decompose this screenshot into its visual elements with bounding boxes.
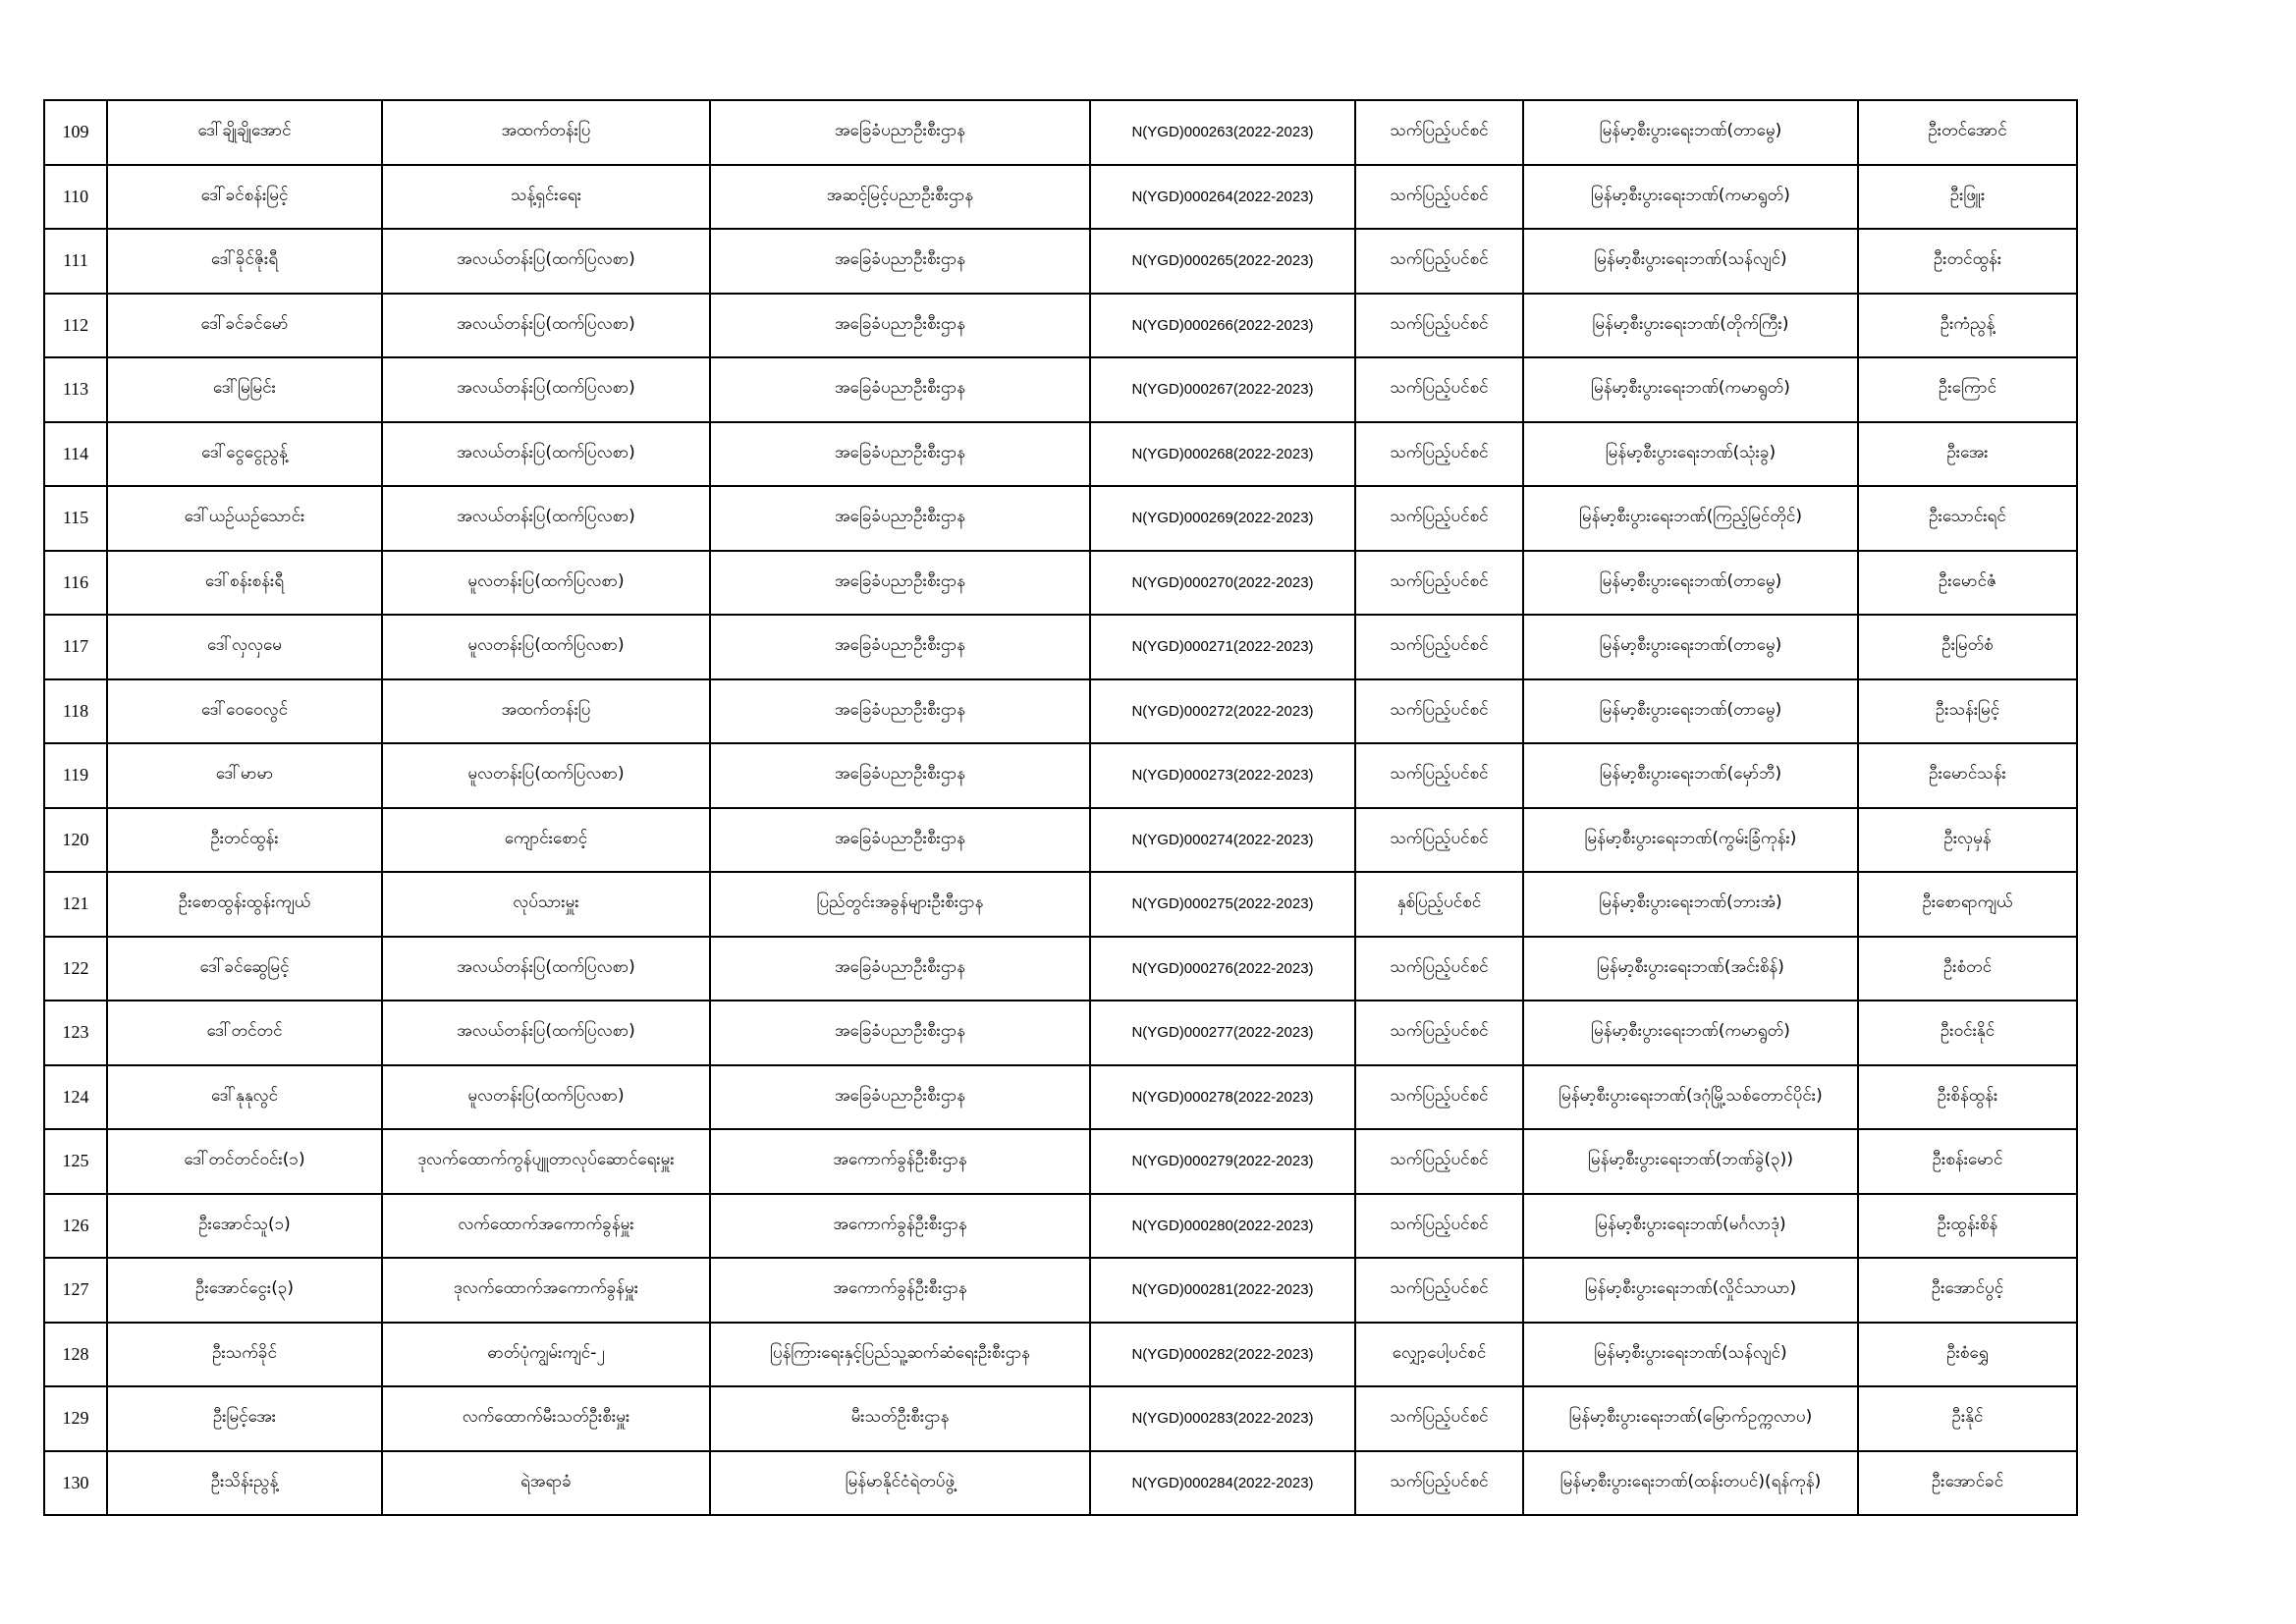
table-row (44, 1001, 2077, 1065)
bank-branch-cell: မြန်မာ့စီးပွားရေးဘဏ်(မင်္ဂလာဒုံ) (1523, 1194, 1858, 1259)
father-name-cell: ဦးစံတင် (1858, 937, 2077, 1001)
position-cell: ကျောင်းစောင့် (382, 808, 710, 873)
name-cell: ဒေါ်ခင်ခင်မော် (107, 294, 382, 358)
department-cell: အခြေခံပညာဦးစီးဌာန (710, 229, 1090, 294)
position-cell: အလယ်တန်းပြ(ထက်ပြလစာ) (382, 937, 710, 1001)
pension-type-cell: သက်ပြည့်ပင်စင် (1355, 937, 1523, 1001)
position-cell: အလယ်တန်းပြ(ထက်ပြလစာ) (382, 357, 710, 422)
pension-code-cell: N(YGD)000266(2022-2023) (1090, 294, 1355, 358)
pension-code-cell: N(YGD)000272(2022-2023) (1090, 679, 1355, 744)
serial-number-cell: 112 (44, 294, 107, 358)
father-name-cell: ဦးစံရွှေ (1858, 1323, 2077, 1387)
pension-type-cell: သက်ပြည့်ပင်စင် (1355, 229, 1523, 294)
father-name-cell: ဦးသောင်းရင် (1858, 486, 2077, 551)
serial-number-cell: 117 (44, 615, 107, 679)
pension-type-cell: သက်ပြည့်ပင်စင် (1355, 679, 1523, 744)
department-cell: အခြေခံပညာဦးစီးဌာန (710, 486, 1090, 551)
position-cell: အထက်တန်းပြ (382, 679, 710, 744)
position-cell: မူလတန်းပြ(ထက်ပြလစာ) (382, 743, 710, 808)
table-row (44, 100, 2077, 165)
records-body (44, 100, 2077, 1515)
position-cell: အလယ်တန်းပြ(ထက်ပြလစာ) (382, 294, 710, 358)
pension-code-cell: N(YGD)000264(2022-2023) (1090, 165, 1355, 230)
department-cell: အခြေခံပညာဦးစီးဌာန (710, 937, 1090, 1001)
pension-code-cell: N(YGD)000278(2022-2023) (1090, 1065, 1355, 1130)
pension-type-cell: သက်ပြည့်ပင်စင် (1355, 165, 1523, 230)
department-cell: မီးသတ်ဦးစီးဌာန (710, 1386, 1090, 1451)
serial-number-cell: 128 (44, 1323, 107, 1387)
bank-branch-cell: မြန်မာ့စီးပွားရေးဘဏ်(တာမွေ) (1523, 615, 1858, 679)
name-cell: ဒေါ်လှလှမေ (107, 615, 382, 679)
father-name-cell: ဦးသန်းမြင့် (1858, 679, 2077, 744)
pension-type-cell: လျှော့ပေါ့ပင်စင် (1355, 1323, 1523, 1387)
serial-number-cell: 121 (44, 872, 107, 937)
pension-code-cell: N(YGD)000268(2022-2023) (1090, 422, 1355, 487)
pension-code-cell: N(YGD)000273(2022-2023) (1090, 743, 1355, 808)
department-cell: အခြေခံပညာဦးစီးဌာန (710, 422, 1090, 487)
name-cell: ဒေါ်နုနုလွင် (107, 1065, 382, 1130)
pension-type-cell: သက်ပြည့်ပင်စင် (1355, 1194, 1523, 1259)
bank-branch-cell: မြန်မာ့စီးပွားရေးဘဏ်(တာမွေ) (1523, 679, 1858, 744)
name-cell: ဒေါ်ယဉ်ယဉ်သောင်း (107, 486, 382, 551)
pension-code-cell: N(YGD)000277(2022-2023) (1090, 1001, 1355, 1065)
father-name-cell: ဦးအေး (1858, 422, 2077, 487)
serial-number-cell: 115 (44, 486, 107, 551)
pension-code-cell: N(YGD)000284(2022-2023) (1090, 1451, 1355, 1516)
name-cell: ဦးစောထွန်းထွန်းကျယ် (107, 872, 382, 937)
name-cell: ဒေါ်ဝေဝေလွင် (107, 679, 382, 744)
bank-branch-cell: မြန်မာ့စီးပွားရေးဘဏ်(ကမာရွတ်) (1523, 1001, 1858, 1065)
pension-code-cell: N(YGD)000279(2022-2023) (1090, 1129, 1355, 1194)
name-cell: ဦးအောင်သူ(၁) (107, 1194, 382, 1259)
father-name-cell: ဦးအောင်ခင် (1858, 1451, 2077, 1516)
position-cell: ဒုလက်ထောက်အကောက်ခွန်မှူး (382, 1258, 710, 1323)
serial-number-cell: 130 (44, 1451, 107, 1516)
position-cell: မူလတန်းပြ(ထက်ပြလစာ) (382, 1065, 710, 1130)
father-name-cell: ဦးကံညွန့် (1858, 294, 2077, 358)
pension-type-cell: သက်ပြည့်ပင်စင် (1355, 1001, 1523, 1065)
serial-number-cell: 122 (44, 937, 107, 1001)
father-name-cell: ဦးစိန်ထွန်း (1858, 1065, 2077, 1130)
bank-branch-cell: မြန်မာ့စီးပွားရေးဘဏ်(ကွမ်းခြံကုန်း) (1523, 808, 1858, 873)
table-row (44, 808, 2077, 873)
table-row (44, 872, 2077, 937)
department-cell: အကောက်ခွန်ဦးစီးဌာန (710, 1194, 1090, 1259)
table-row (44, 486, 2077, 551)
records-table (43, 99, 2078, 1516)
serial-number-cell: 110 (44, 165, 107, 230)
serial-number-cell: 123 (44, 1001, 107, 1065)
position-cell: ရဲအရာခံ (382, 1451, 710, 1516)
serial-number-cell: 113 (44, 357, 107, 422)
father-name-cell: ဦးဝင်းနိုင် (1858, 1001, 2077, 1065)
pension-code-cell: N(YGD)000265(2022-2023) (1090, 229, 1355, 294)
bank-branch-cell: မြန်မာ့စီးပွားရေးဘဏ်(လှိုင်သာယာ) (1523, 1258, 1858, 1323)
pension-code-cell: N(YGD)000281(2022-2023) (1090, 1258, 1355, 1323)
bank-branch-cell: မြန်မာ့စီးပွားရေးဘဏ်(ကြည့်မြင်တိုင်) (1523, 486, 1858, 551)
table-row (44, 357, 2077, 422)
name-cell: ဒေါ်တင်တင်ဝင်း(၁) (107, 1129, 382, 1194)
serial-number-cell: 126 (44, 1194, 107, 1259)
department-cell: ပြည်တွင်းအခွန်များဦးစီးဌာန (710, 872, 1090, 937)
table-row (44, 551, 2077, 616)
bank-branch-cell: မြန်မာ့စီးပွားရေးဘဏ်(မှော်ဘီ) (1523, 743, 1858, 808)
name-cell: ဒေါ်ခင်စန်းမြင့် (107, 165, 382, 230)
department-cell: အခြေခံပညာဦးစီးဌာန (710, 551, 1090, 616)
pension-code-cell: N(YGD)000267(2022-2023) (1090, 357, 1355, 422)
bank-branch-cell: မြန်မာ့စီးပွားရေးဘဏ်(ကမာရွတ်) (1523, 165, 1858, 230)
pension-code-cell: N(YGD)000270(2022-2023) (1090, 551, 1355, 616)
table-row (44, 1386, 2077, 1451)
position-cell: အလယ်တန်းပြ(ထက်ပြလစာ) (382, 486, 710, 551)
name-cell: ဒေါ်ခိုင်ဇိုးရီ (107, 229, 382, 294)
table-row (44, 229, 2077, 294)
bank-branch-cell: မြန်မာ့စီးပွားရေးဘဏ်(သန်လျင်) (1523, 229, 1858, 294)
table-row (44, 1258, 2077, 1323)
bank-branch-cell: မြန်မာ့စီးပွားရေးဘဏ်(သန်လျင်) (1523, 1323, 1858, 1387)
bank-branch-cell: မြန်မာ့စီးပွားရေးဘဏ်(တာမွေ) (1523, 100, 1858, 165)
pension-type-cell: သက်ပြည့်ပင်စင် (1355, 1386, 1523, 1451)
serial-number-cell: 125 (44, 1129, 107, 1194)
serial-number-cell: 119 (44, 743, 107, 808)
father-name-cell: ဦးထွန်းစိန် (1858, 1194, 2077, 1259)
table-row (44, 1065, 2077, 1130)
department-cell: အကောက်ခွန်ဦးစီးဌာန (710, 1258, 1090, 1323)
table-row (44, 937, 2077, 1001)
table-row (44, 1323, 2077, 1387)
name-cell: ဦးအောင်ငွေး(၃) (107, 1258, 382, 1323)
position-cell: သန့်ရှင်းရေး (382, 165, 710, 230)
name-cell: ဦးတင်ထွန်း (107, 808, 382, 873)
pension-type-cell: သက်ပြည့်ပင်စင် (1355, 615, 1523, 679)
name-cell: ဒေါ်မာမာ (107, 743, 382, 808)
father-name-cell: ဦးဖြူး (1858, 165, 2077, 230)
position-cell: မူလတန်းပြ(ထက်ပြလစာ) (382, 551, 710, 616)
pension-code-cell: N(YGD)000280(2022-2023) (1090, 1194, 1355, 1259)
table-row (44, 743, 2077, 808)
bank-branch-cell: မြန်မာ့စီးပွားရေးဘဏ်(ဒဂုံမြို့သစ်တောင်ပိုင်း) (1523, 1065, 1858, 1130)
pension-code-cell: N(YGD)000275(2022-2023) (1090, 872, 1355, 937)
table-row (44, 1129, 2077, 1194)
position-cell: အလယ်တန်းပြ(ထက်ပြလစာ) (382, 1001, 710, 1065)
pension-type-cell: သက်ပြည့်ပင်စင် (1355, 1129, 1523, 1194)
department-cell: အခြေခံပညာဦးစီးဌာန (710, 615, 1090, 679)
serial-number-cell: 118 (44, 679, 107, 744)
pension-type-cell: သက်ပြည့်ပင်စင် (1355, 1451, 1523, 1516)
department-cell: အခြေခံပညာဦးစီးဌာန (710, 679, 1090, 744)
bank-branch-cell: မြန်မာ့စီးပွားရေးဘဏ်(ထန်းတပင်)(ရန်ကုန်) (1523, 1451, 1858, 1516)
department-cell: အခြေခံပညာဦးစီးဌာန (710, 1001, 1090, 1065)
father-name-cell: ဦးတင်ထွန်း (1858, 229, 2077, 294)
name-cell: ဒေါ်ချိုချိုအောင် (107, 100, 382, 165)
table-row (44, 294, 2077, 358)
father-name-cell: ဦးမောင်ဇံ (1858, 551, 2077, 616)
bank-branch-cell: မြန်မာ့စီးပွားရေးဘဏ်(တိုက်ကြီး) (1523, 294, 1858, 358)
serial-number-cell: 109 (44, 100, 107, 165)
serial-number-cell: 120 (44, 808, 107, 873)
name-cell: ဦးသိန်းညွန့် (107, 1451, 382, 1516)
table-row (44, 1194, 2077, 1259)
position-cell: ဓာတ်ပုံကျွမ်းကျင်-၂ (382, 1323, 710, 1387)
table-row (44, 615, 2077, 679)
bank-branch-cell: မြန်မာ့စီးပွားရေးဘဏ်(ဘဏ်ခွဲ(၃)) (1523, 1129, 1858, 1194)
father-name-cell: ဦးကြောင် (1858, 357, 2077, 422)
pension-code-cell: N(YGD)000283(2022-2023) (1090, 1386, 1355, 1451)
father-name-cell: ဦးစောရာကျယ် (1858, 872, 2077, 937)
pension-type-cell: သက်ပြည့်ပင်စင် (1355, 100, 1523, 165)
name-cell: ဒေါ်တင်တင် (107, 1001, 382, 1065)
serial-number-cell: 114 (44, 422, 107, 487)
bank-branch-cell: မြန်မာ့စီးပွားရေးဘဏ်(ဘားအံ) (1523, 872, 1858, 937)
father-name-cell: ဦးမောင်သန်း (1858, 743, 2077, 808)
table-row (44, 422, 2077, 487)
pension-type-cell: သက်ပြည့်ပင်စင် (1355, 743, 1523, 808)
serial-number-cell: 127 (44, 1258, 107, 1323)
serial-number-cell: 124 (44, 1065, 107, 1130)
department-cell: အခြေခံပညာဦးစီးဌာန (710, 294, 1090, 358)
pension-code-cell: N(YGD)000282(2022-2023) (1090, 1323, 1355, 1387)
department-cell: အခြေခံပညာဦးစီးဌာန (710, 808, 1090, 873)
position-cell: ဒုလက်ထောက်ကွန်ပျူတာလုပ်ဆောင်ရေးမှူး (382, 1129, 710, 1194)
position-cell: အလယ်တန်းပြ(ထက်ပြလစာ) (382, 229, 710, 294)
bank-branch-cell: မြန်မာ့စီးပွားရေးဘဏ်(အင်းစိန်) (1523, 937, 1858, 1001)
department-cell: အကောက်ခွန်ဦးစီးဌာန (710, 1129, 1090, 1194)
father-name-cell: ဦးလှမှန် (1858, 808, 2077, 873)
department-cell: အခြေခံပညာဦးစီးဌာန (710, 100, 1090, 165)
pension-code-cell: N(YGD)000269(2022-2023) (1090, 486, 1355, 551)
position-cell: မူလတန်းပြ(ထက်ပြလစာ) (382, 615, 710, 679)
pension-type-cell: သက်ပြည့်ပင်စင် (1355, 357, 1523, 422)
serial-number-cell: 129 (44, 1386, 107, 1451)
name-cell: ဒေါ်ခင်ဆွေမြင့် (107, 937, 382, 1001)
pension-type-cell: သက်ပြည့်ပင်စင် (1355, 1258, 1523, 1323)
pension-type-cell: သက်ပြည့်ပင်စင် (1355, 1065, 1523, 1130)
bank-branch-cell: မြန်မာ့စီးပွားရေးဘဏ်(ကမာရွတ်) (1523, 357, 1858, 422)
father-name-cell: ဦးအောင်ပွင့် (1858, 1258, 2077, 1323)
pension-code-cell: N(YGD)000263(2022-2023) (1090, 100, 1355, 165)
bank-branch-cell: မြန်မာ့စီးပွားရေးဘဏ်(သုံးခွ) (1523, 422, 1858, 487)
father-name-cell: ဦးနိုင် (1858, 1386, 2077, 1451)
pension-type-cell: သက်ပြည့်ပင်စင် (1355, 294, 1523, 358)
bank-branch-cell: မြန်မာ့စီးပွားရေးဘဏ်(တာမွေ) (1523, 551, 1858, 616)
position-cell: အထက်တန်းပြ (382, 100, 710, 165)
table-row (44, 679, 2077, 744)
serial-number-cell: 111 (44, 229, 107, 294)
pension-code-cell: N(YGD)000276(2022-2023) (1090, 937, 1355, 1001)
bank-branch-cell: မြန်မာ့စီးပွားရေးဘဏ်(မြောက်ဥက္ကလာပ) (1523, 1386, 1858, 1451)
table-row (44, 1451, 2077, 1516)
position-cell: လုပ်သားမှူး (382, 872, 710, 937)
pension-type-cell: သက်ပြည့်ပင်စင် (1355, 808, 1523, 873)
pension-type-cell: သက်ပြည့်ပင်စင် (1355, 486, 1523, 551)
father-name-cell: ဦးမြတ်စံ (1858, 615, 2077, 679)
name-cell: ဒေါ်စန်းစန်းရီ (107, 551, 382, 616)
department-cell: အဆင့်မြင့်ပညာဦးစီးဌာန (710, 165, 1090, 230)
father-name-cell: ဦးတင်အောင် (1858, 100, 2077, 165)
table-row (44, 165, 2077, 230)
pension-type-cell: နှစ်ပြည့်ပင်စင် (1355, 872, 1523, 937)
name-cell: ဦးမြင့်အေး (107, 1386, 382, 1451)
department-cell: အခြေခံပညာဦးစီးဌာန (710, 357, 1090, 422)
department-cell: မြန်မာနိုင်ငံရဲတပ်ဖွဲ့ (710, 1451, 1090, 1516)
position-cell: လက်ထောက်မီးသတ်ဦးစီးမှူး (382, 1386, 710, 1451)
department-cell: အခြေခံပညာဦးစီးဌာန (710, 743, 1090, 808)
name-cell: ဒေါ်ငွေငွေညွန့် (107, 422, 382, 487)
pension-code-cell: N(YGD)000274(2022-2023) (1090, 808, 1355, 873)
name-cell: ဒေါ်မြမြင်း (107, 357, 382, 422)
position-cell: အလယ်တန်းပြ(ထက်ပြလစာ) (382, 422, 710, 487)
serial-number-cell: 116 (44, 551, 107, 616)
department-cell: အခြေခံပညာဦးစီးဌာန (710, 1065, 1090, 1130)
father-name-cell: ဦးစန်းမောင် (1858, 1129, 2077, 1194)
pension-code-cell: N(YGD)000271(2022-2023) (1090, 615, 1355, 679)
department-cell: ပြန်ကြားရေးနှင့်ပြည်သူ့ဆက်ဆံရေးဦးစီးဌာန (710, 1323, 1090, 1387)
pension-type-cell: သက်ပြည့်ပင်စင် (1355, 551, 1523, 616)
position-cell: လက်ထောက်အကောက်ခွန်မှူး (382, 1194, 710, 1259)
name-cell: ဦးသက်ခိုင် (107, 1323, 382, 1387)
pension-type-cell: သက်ပြည့်ပင်စင် (1355, 422, 1523, 487)
